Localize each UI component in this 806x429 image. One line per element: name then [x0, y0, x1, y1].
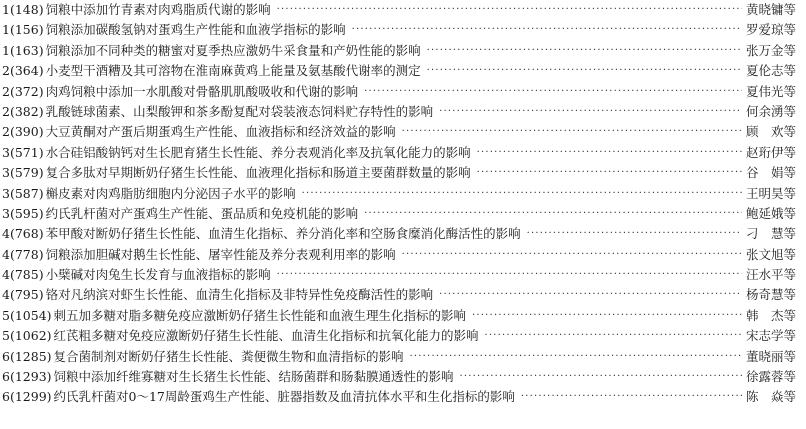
list-item [0, 367, 806, 387]
dot-leader [460, 367, 742, 387]
page-reference: 6(1299) [2, 389, 52, 405]
dot-leader [364, 82, 742, 102]
article-title: 肉鸡饲粮中添加一水肌酸对骨骼肌肌酸吸收和代谢的影响 [45, 83, 359, 99]
dot-leader [477, 163, 742, 183]
author-name: 张万金等 [746, 42, 797, 58]
article-title: 红芪粗多糖对免疫应激断奶仔猪生长性能、血清生化指标和抗氧化能力的影响 [53, 328, 479, 344]
article-title: 复合菌制剂对断奶仔猪生长性能、粪便微生物和血清指标的影响 [53, 348, 404, 364]
list-item [0, 184, 806, 204]
page-reference: 4(768) [2, 226, 44, 242]
list-item [0, 306, 806, 326]
dot-leader [352, 20, 742, 40]
list-item [0, 82, 806, 102]
article-title: 刺五加多糖对脂多糖免疫应激断奶仔猪生长性能和血液生理生化指标的影响 [53, 307, 467, 323]
dot-leader [439, 102, 742, 122]
list-item [0, 204, 806, 224]
dot-leader [364, 204, 742, 224]
dot-leader [527, 224, 742, 244]
author-name: 徐露蓉等 [746, 369, 797, 385]
author-name: 顾 欢等 [746, 124, 797, 140]
dot-leader [277, 265, 742, 285]
article-title: 约氏乳杆菌对0～17周龄蛋鸡生产性能、脏器指数及血清抗体水平和生化指标的影响 [53, 389, 515, 405]
page-reference: 2(390) [2, 124, 44, 140]
dot-leader [402, 122, 742, 142]
list-item [0, 387, 806, 407]
article-title: 乳酸链球菌素、山梨酸钾和茶多酚复配对袋装液态饲料贮存特性的影响 [45, 103, 434, 119]
page-reference: 6(1285) [2, 348, 52, 364]
author-name: 陈 焱等 [746, 389, 797, 405]
author-name: 刁 慧等 [746, 226, 797, 242]
dot-leader [485, 326, 742, 346]
author-name: 宋志学等 [746, 328, 797, 344]
author-name: 何余湧等 [746, 103, 797, 119]
article-title: 饲粮中添加竹青素对肉鸡脂质代谢的影响 [45, 2, 271, 17]
list-item [0, 20, 806, 40]
page-reference: 4(785) [2, 267, 44, 283]
author-name: 夏伟光等 [746, 83, 797, 99]
author-name: 董晓丽等 [746, 348, 797, 364]
author-name: 夏伦志等 [746, 63, 797, 79]
dot-leader [521, 387, 742, 407]
list-item [0, 102, 806, 122]
article-title: 小麦型干酒糟及其可溶物在淮南麻黄鸡上能量及氨基酸代谢率的测定 [45, 63, 421, 79]
article-title: 饲粮添加胆碱对鹅生长性能、屠宰性能及养分表观利用率的影响 [45, 246, 396, 262]
page-reference: 1(148) [2, 2, 44, 17]
article-title: 水合硅铝酸钠钙对生长肥育猪生长性能、养分表观消化率及抗氧化能力的影响 [45, 144, 471, 160]
dot-leader [439, 285, 742, 305]
page-reference: 1(156) [2, 22, 44, 38]
article-title: 小檗碱对肉兔生长发育与血液指标的影响 [45, 267, 271, 283]
author-name: 张文旭等 [746, 246, 797, 262]
page-reference: 2(364) [2, 63, 44, 79]
page-reference: 3(595) [2, 205, 44, 221]
list-item [0, 245, 806, 265]
article-title: 苯甲酸对断奶仔猪生长性能、血清生化指标、养分消化率和空肠食糜消化酶活性的影响 [45, 226, 521, 242]
article-title: 饲粮添加碳酸氢钠对蛋鸡生产性能和血液学指标的影响 [45, 22, 346, 38]
article-title: 约氏乳杆菌对产蛋鸡生产性能、蛋品质和免疫机能的影响 [45, 205, 359, 221]
author-name: 韩 杰等 [746, 307, 797, 323]
article-title: 饲粮添加不同种类的糖蜜对夏季热应激奶牛采食量和产奶性能的影响 [45, 42, 421, 58]
author-name: 王明昊等 [746, 185, 797, 201]
list-item [0, 41, 806, 61]
list-item [0, 265, 806, 285]
page-reference: 2(372) [2, 83, 44, 99]
author-name: 杨奇慧等 [746, 287, 797, 303]
article-title: 大豆黄酮对产蛋后期蛋鸡生产性能、血液指标和经济效益的影响 [45, 124, 396, 140]
page-reference: 4(795) [2, 287, 44, 303]
page-reference: 5(1054) [2, 307, 52, 323]
page-reference: 3(587) [2, 185, 44, 201]
page-reference: 1(163) [2, 42, 44, 58]
dot-leader [410, 347, 742, 367]
article-title: 槲皮素对肉鸡脂肪细胞内分泌因子水平的影响 [45, 185, 296, 201]
author-name: 黄晓镛等 [746, 2, 797, 17]
author-name: 谷 娟等 [746, 165, 797, 181]
list-item [0, 122, 806, 142]
article-title: 饲粮中添加纤维寡糖对生长猪生长性能、结肠菌群和肠黏膜通透性的影响 [53, 369, 454, 385]
list-item [0, 326, 806, 346]
page-reference: 5(1062) [2, 328, 52, 344]
list-item [0, 143, 806, 163]
page-reference: 3(579) [2, 165, 44, 181]
dot-leader [427, 61, 742, 81]
list-item [0, 285, 806, 305]
dot-leader [472, 306, 742, 326]
list-item [0, 163, 806, 183]
page-reference: 2(382) [2, 103, 44, 119]
dot-leader [277, 0, 742, 20]
dot-leader [302, 184, 742, 204]
dot-leader [477, 143, 742, 163]
author-name: 罗爱琼等 [746, 22, 797, 38]
list-item [0, 347, 806, 367]
article-title: 复合多肽对早期断奶仔猪生长性能、血液理化指标和肠道主要菌群数量的影响 [45, 165, 471, 181]
page-reference: 3(571) [2, 144, 44, 160]
author-name: 汪水平等 [746, 267, 797, 283]
list-item [0, 0, 806, 20]
author-name: 鲍延娥等 [746, 205, 797, 221]
page-reference: 4(778) [2, 246, 44, 262]
page-reference: 6(1293) [2, 369, 52, 385]
author-name: 赵珩伊等 [746, 144, 797, 160]
list-item [0, 61, 806, 81]
dot-leader [427, 41, 742, 61]
article-title: 铬对凡纳滨对虾生长性能、血清生化指标及非特异性免疫酶活性的影响 [45, 287, 434, 303]
list-item [0, 224, 806, 244]
dot-leader [402, 245, 742, 265]
